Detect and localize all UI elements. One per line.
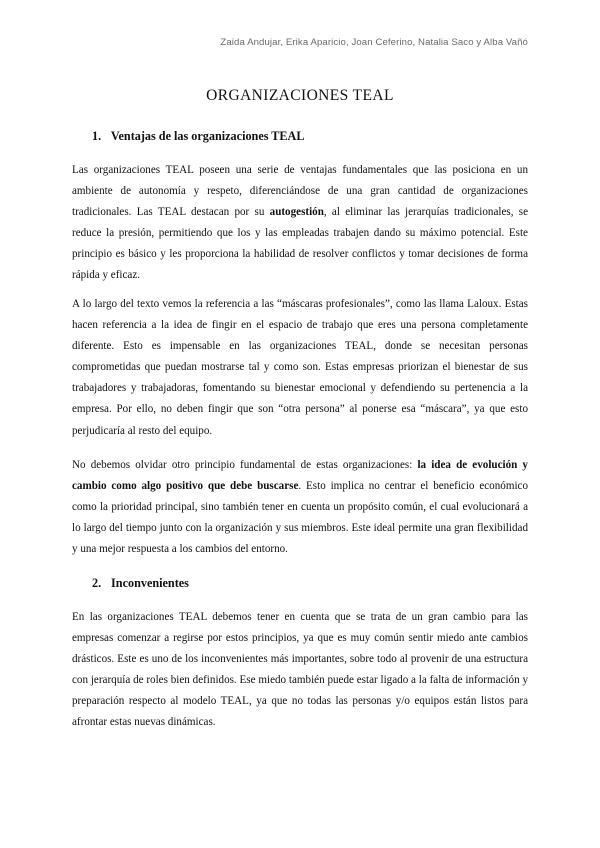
section-heading-inconvenientes xyxy=(92,576,189,591)
section-heading-ventajas xyxy=(92,129,305,144)
section-heading-text: Inconvenientes xyxy=(111,576,189,590)
paragraph-text: A lo largo del texto vemos la referencia a las “máscaras profesionales”, como las llama Laloux. Estas hacen referencia a la idea de fingir en el espacio de trabajo que eres una persona completamente diferente. Esto es impensable en las organizaciones TEAL, donde se necesitan personas comprometidas que puedan mostrarse tal y como son. Estas empresas priorizan el bienestar de sus trabajadores y trabajadoras, fomentando su bienestar emocional y defendiendo su pertenencia a la empresa. Por ello, no deben fingir que son “otra persona” al ponerse esa “máscara”, ya que esto perjudicaría al resto del equipo. xyxy=(72,298,528,437)
section-heading-text: Ventajas de las organizaciones TEAL xyxy=(110,129,305,143)
paragraph-text: , al eliminar las jerarquías tradicionales, se reduce la presión, permitiendo que los y las empleadas trabajen dando su máximo potencial. Este principio es básico y les proporciona la habilidad de resolver conflictos y tomar decisiones de forma rápida y eficaz. xyxy=(72,206,528,282)
section-number: 2. xyxy=(92,576,102,590)
paragraph xyxy=(72,455,528,560)
paragraph xyxy=(72,160,528,287)
paragraph-text: En las organizaciones TEAL debemos tener en cuenta que se trata de un gran cambio para las empresas comenzar a regirse por estos principios, ya que es muy común sentir miedo ante cambios drásticos. Este es uno de los inconvenientes más importantes, sobre todo al provenir de una estructura con jerarquía de roles bien definidos. Ese miedo también puede estar ligado a la falta de información y preparación respecto al modelo TEAL, ya que no todas las personas y/o equipos están listos para afrontar estas nuevas dinámicas. xyxy=(72,611,528,729)
document-title: ORGANIZACIONES TEAL xyxy=(206,87,394,104)
page-header-authors: Zaida Andujar, Erika Aparicio, Joan Ceferino, Natalia Saco y Alba Vañó xyxy=(220,37,528,48)
paragraph xyxy=(72,294,528,442)
paragraph-text: No debemos olvidar otro principio fundamental de estas organizaciones: xyxy=(72,459,418,471)
paragraph-text: Las organizaciones TEAL poseen una serie de ventajas fundamentales que las posiciona en un ambiente de autonomía y respeto, diferenciándose de una gran cantidad de organizaciones tradicionales. Las TEAL destacan por su xyxy=(72,164,528,219)
paragraph-text: . Esto implica no centrar el beneficio económico como la prioridad principal, sino también tener en cuenta un propósito común, el cual evolucionará a lo largo del tiempo junto con la organización y sus miembros. Este ideal permite una gran flexibilidad y una mejor respuesta a los cambios del entorno. xyxy=(72,480,528,556)
paragraph xyxy=(72,607,528,734)
section-number: 1. xyxy=(92,129,102,143)
paragraph-bold-text: la idea de evolución y cambio como algo positivo que debe buscarse xyxy=(72,459,528,493)
paragraph-bold-text: autogestión xyxy=(269,206,324,219)
